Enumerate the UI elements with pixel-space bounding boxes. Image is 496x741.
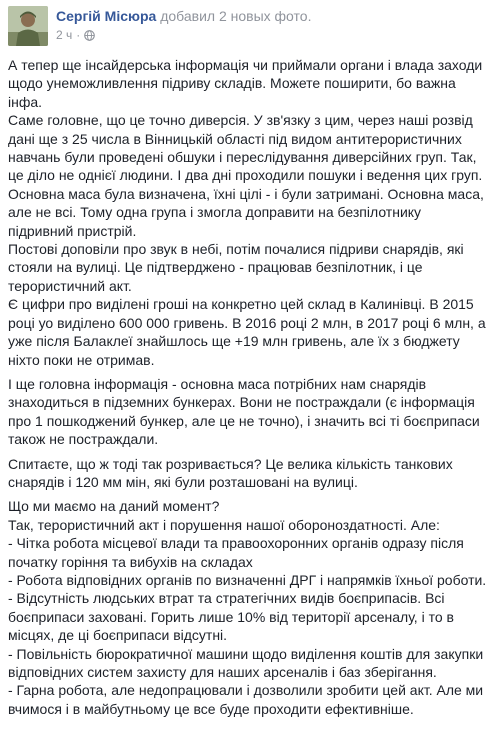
post-paragraph: Постові доповіли про звук в небі, потім почалися підриви снарядів, які стояли на вулиці. Це підтверджено - працював безпілотник, і це терористичний акт. (8, 241, 464, 294)
globe-icon[interactable] (84, 30, 95, 41)
list-item: - Робота відповідних органів по визначенні ДРГ і напрямків їхньої роботи. (8, 571, 487, 588)
post-text (8, 56, 490, 718)
post-paragraph: Є цифри про виділені гроші на конкретно цей склад в Калинівці. В 2015 році уо виділено 600 000 гривень. В 2016 році 2 млн, в 2017 році 6 млн, а уже після Балаклеї знайшлось ще +19 млн гривень, але їх з бюджету ніхто поки не отримав. (8, 296, 486, 368)
post-paragraph: Спитаєте, що ж тоді так розривається? Це велика кількість танкових снарядів і 120 мм мін, які були розташовані на вулиці. (8, 455, 453, 490)
list-item: - Гарна робота, але недопрацювали і дозволили зробити цей акт. Але ми вчимося і в майбутньому це все буде проходити ефективніше. (8, 682, 484, 717)
timestamp-line (56, 27, 488, 43)
list-item: - Відсутність людських втрат та стратегічних видів боєприпасів. Всі боєприпаси заховані. Горить лише 10% від території арсеналу, і то в місцях, де ці боєприпаси відсутні. (8, 590, 454, 644)
post-meta (56, 7, 488, 43)
avatar-photo (8, 6, 48, 46)
avatar[interactable] (8, 6, 48, 46)
post-paragraph: А тепер ще інсайдерська інформація чи приймали органи і влада заходи щодо унеможливлення підриву складів. Можете поширити, бо важна інфа. (8, 57, 483, 110)
list-item: - Чітка робота місцевої влади та правоохоронних органів одразу після початку горіння та вибухів на складах (8, 535, 464, 570)
post-paragraph: Що ми маємо на даний момент? (8, 498, 220, 515)
meta-separator: · (76, 28, 81, 42)
post-paragraph: Саме головне, що це точно диверсія. У зв'язку з цим, через наші розвід дані ще з 25 числа в Вінницькій області під видом антитерористичних навчань були проведені обшуки і переслідування диверсійних груп. Так, це діло не однієї людини. І два дні проходили пошуки і ведення цих груп. Основна маса була визначена, їхні цілі - і були затримані. Основна маса, але не всі. Тому одна група і змогла доправити на безпілотнику підривний пристрій. (8, 112, 484, 239)
post-paragraph: І ще головна інформація - основна маса потрібних нам снарядів знаходиться в підземних бункерах. Вони не постраждали (є інформація про 1 пошкоджений бункер, але це не точно), і значить всі ті боєприпаси також не постраждали. (8, 375, 480, 448)
author-line (56, 7, 488, 25)
post-timestamp[interactable]: 2 ч (56, 28, 73, 42)
author-name[interactable]: Сергій Місюра (56, 8, 157, 24)
post-action-text: добавил 2 новых фото. (160, 8, 312, 24)
list-item: - Повільність бюрократичної машини щодо виділення коштів для закупки відповідних систем захисту для наших арсеналів і баз зберігання. (8, 645, 484, 680)
post-header (8, 6, 488, 46)
post-paragraph: Так, терористичний акт і порушення нашої обороноздатності. Але: (8, 516, 440, 533)
